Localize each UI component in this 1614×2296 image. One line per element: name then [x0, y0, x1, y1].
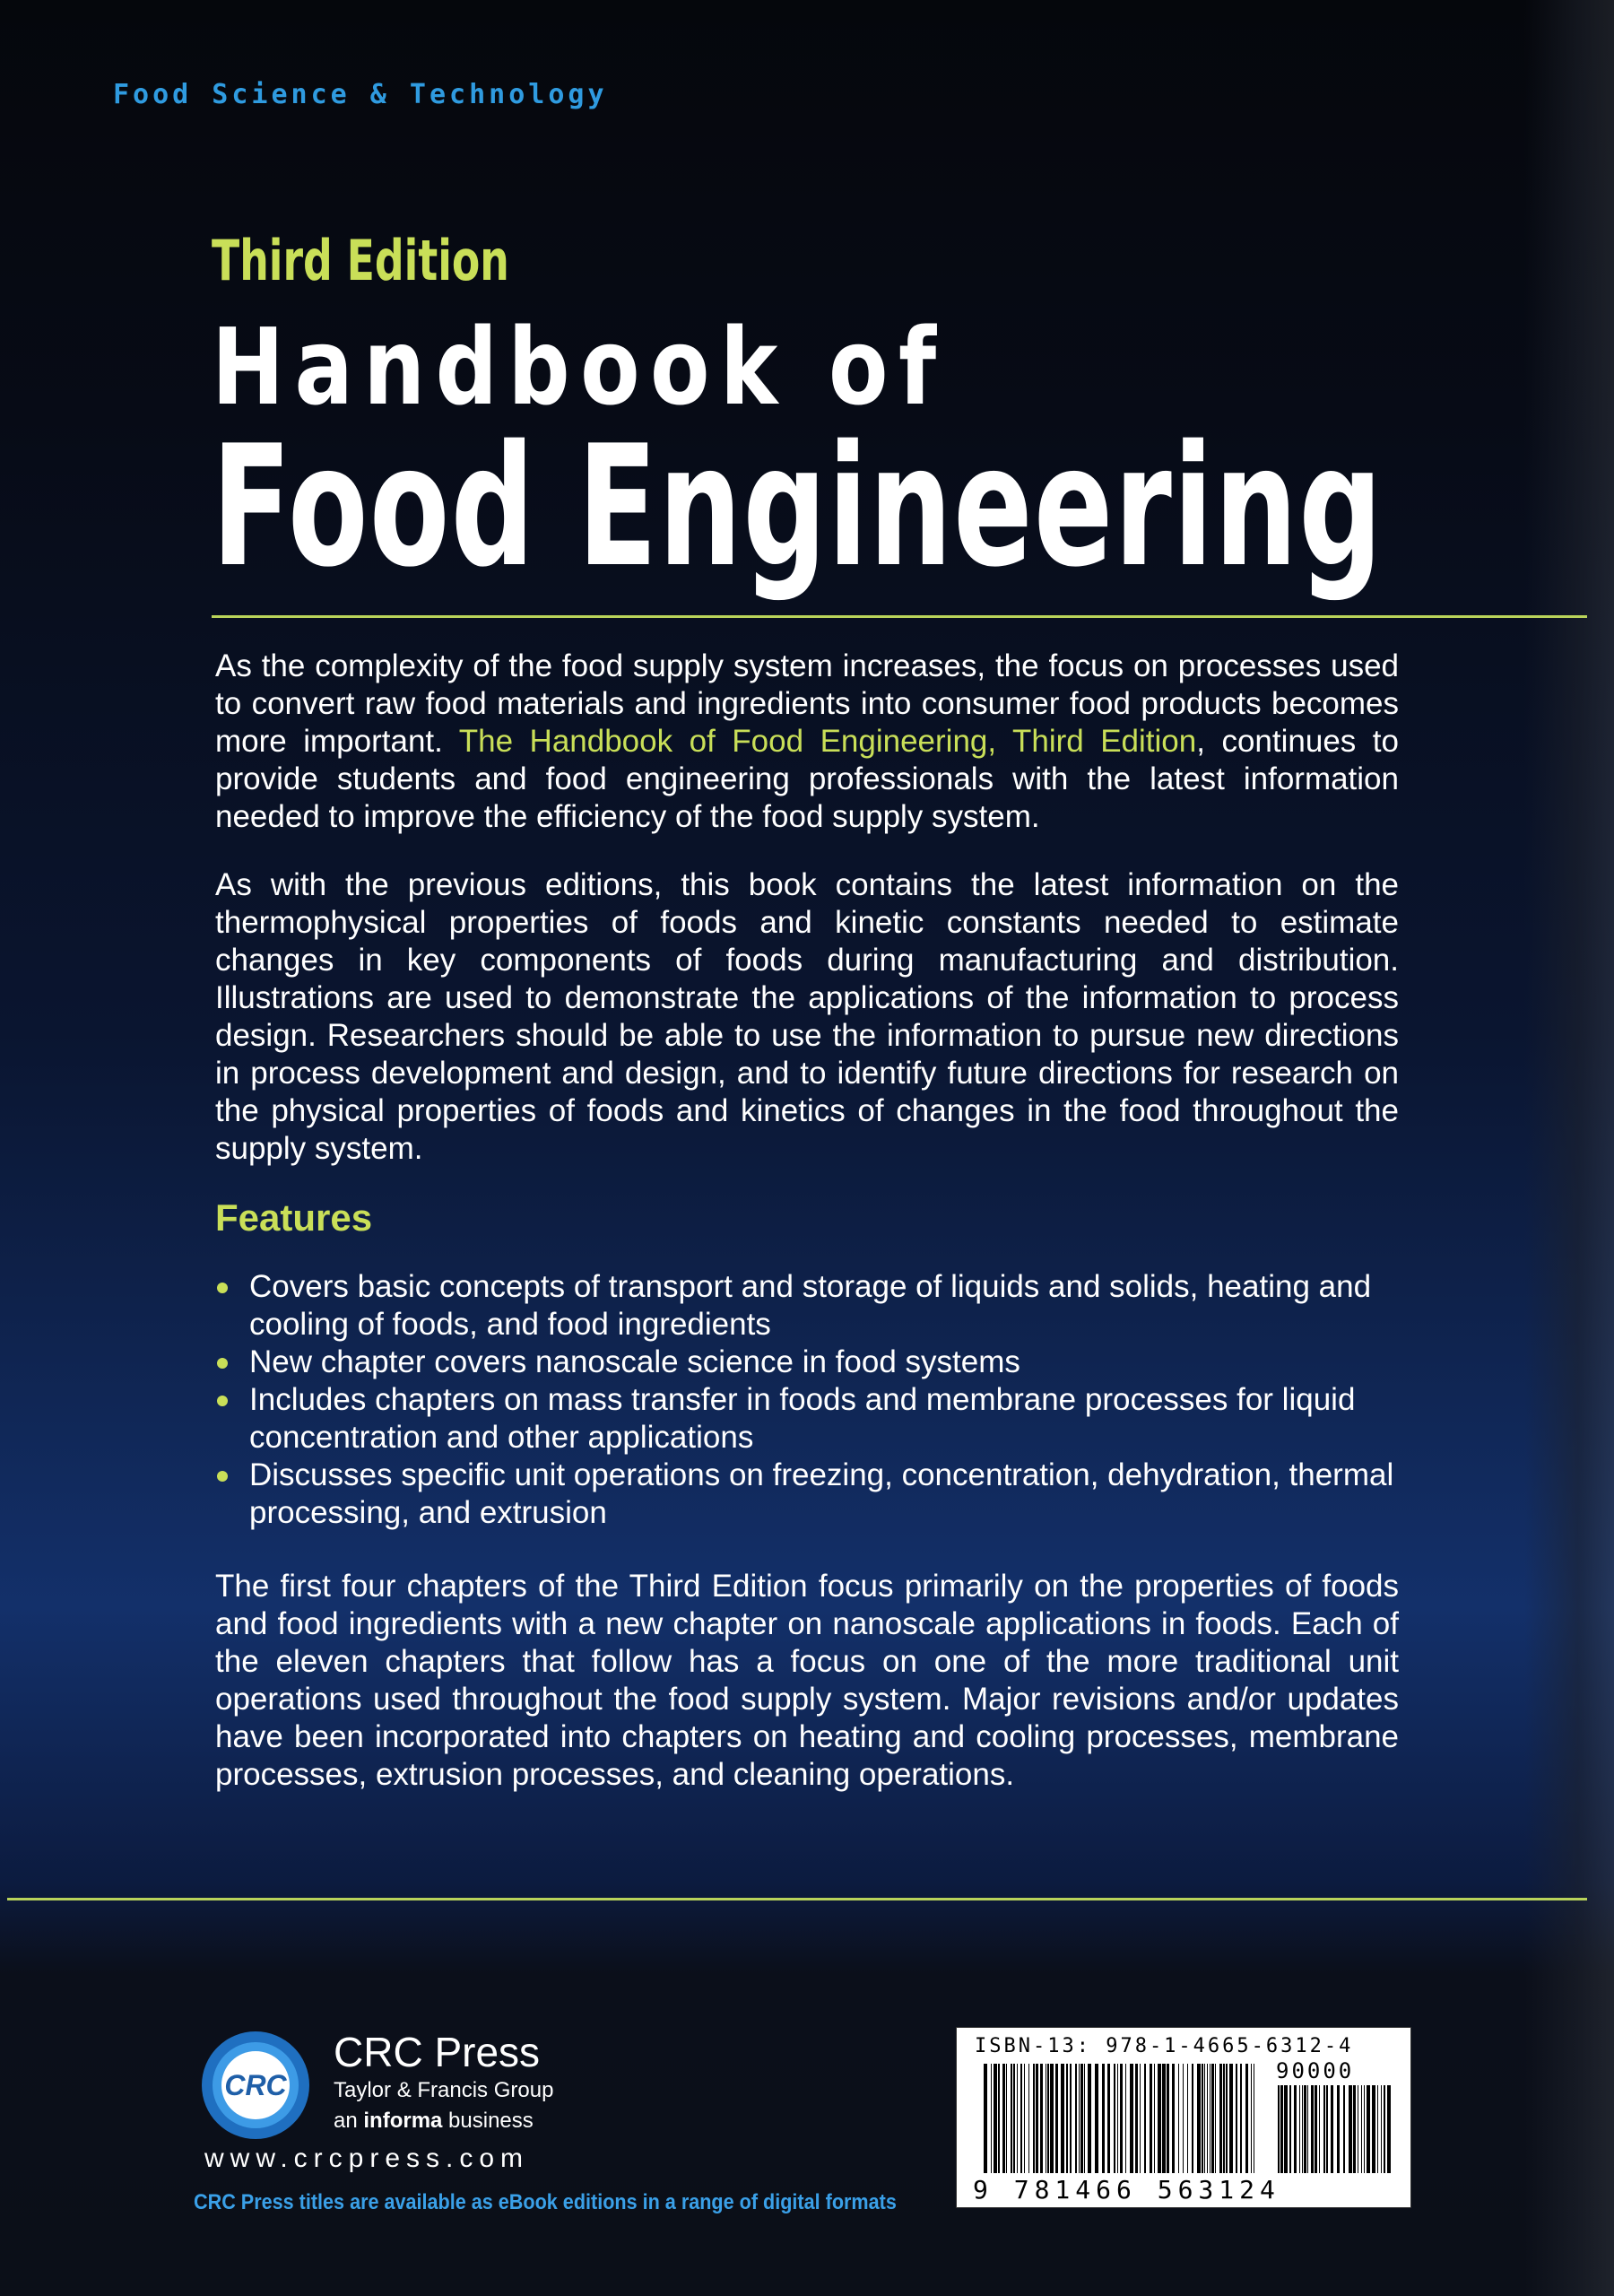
barcode-bar — [1299, 2085, 1300, 2173]
barcode-bar — [1075, 2064, 1077, 2173]
paragraph-1-book-title: The Handbook of Food Engineering, Third Edition — [458, 724, 1197, 759]
barcode-bar — [991, 2064, 992, 2173]
barcode-bar — [1117, 2064, 1118, 2173]
barcode-bar — [1307, 2085, 1308, 2173]
barcode-bar — [1154, 2064, 1155, 2173]
barcode-bar — [1236, 2064, 1237, 2173]
barcode-digits: 9 781466 563124 — [973, 2175, 1280, 2205]
barcode-bar — [1070, 2064, 1072, 2173]
bullet-icon — [217, 1358, 228, 1369]
barcode-bar — [1202, 2064, 1203, 2173]
barcode-bar — [1372, 2085, 1375, 2173]
barcode-bar — [1353, 2085, 1356, 2173]
barcode-bar — [1367, 2085, 1370, 2173]
feature-item — [215, 1381, 1399, 1457]
feature-item — [215, 1268, 1399, 1344]
barcode-bar — [1226, 2064, 1228, 2173]
barcode-bar — [1088, 2064, 1091, 2173]
publisher-name: CRC Press — [334, 2029, 541, 2075]
barcode-main-bars — [984, 2064, 1262, 2173]
barcode-bar — [1197, 2064, 1201, 2173]
crc-logo-icon — [199, 2029, 312, 2142]
barcode-bar — [1387, 2085, 1391, 2173]
barcode-bar — [1211, 2064, 1214, 2173]
edition-label: Third Edition — [212, 228, 509, 293]
barcode-bar — [1135, 2064, 1138, 2173]
barcode-bar — [1294, 2085, 1297, 2173]
barcode-bar — [1240, 2064, 1242, 2173]
barcode-bar — [1361, 2085, 1362, 2173]
barcode-bar — [1349, 2085, 1352, 2173]
barcode-bar — [1066, 2064, 1068, 2173]
barcode-bar — [1055, 2064, 1058, 2173]
feature-item — [215, 1344, 1399, 1381]
barcode-bar — [1028, 2064, 1029, 2173]
barcode-bar — [1095, 2064, 1098, 2173]
barcode-bar — [1311, 2085, 1314, 2173]
barcode-bar — [1107, 2064, 1110, 2173]
barcode-bar — [1245, 2064, 1248, 2173]
paragraph-1-text-start: As the complexity of the food supply system increases, the focus on processes used to convert raw food materials and ingredients into consumer food products becomes more important. — [215, 648, 1399, 759]
barcode-bar — [1223, 2064, 1225, 2173]
barcode-bar — [1020, 2064, 1022, 2173]
description-paragraph-3: The first four chapters of the Third Edition focus primarily on the properties of foods and food ingredients with a new chapter on nanoscale applications in foods. Each of the eleven chapters that follow has a focus on one of the more traditional unit operations used throughout the food supply system. Major revisions and/or updates have been incorporated into chapters on heating and cooling processes, membrane processes, extrusion processes, and cleaning operations. — [215, 1569, 1399, 1792]
barcode-bar — [1229, 2064, 1233, 2173]
barcode-bar — [1326, 2085, 1328, 2173]
tagline-prefix: an — [334, 2109, 364, 2133]
barcode-bar — [1047, 2064, 1049, 2173]
barcode-bar — [1033, 2064, 1035, 2173]
features-heading: Features — [215, 1196, 373, 1239]
barcode-bar — [1125, 2064, 1126, 2173]
barcode-bar — [1331, 2085, 1333, 2173]
isbn-barcode — [956, 2027, 1411, 2208]
barcode-bar — [1144, 2064, 1146, 2173]
crc-logo-text: CRC — [224, 2069, 287, 2101]
isbn-text: ISBN-13: 978-1-4665-6312-4 — [975, 2035, 1354, 2057]
barcode-bar — [1150, 2064, 1152, 2173]
barcode-bar — [1114, 2064, 1115, 2173]
barcode-bar — [1140, 2064, 1141, 2173]
barcode-bar — [1024, 2064, 1025, 2173]
description-paragraph-1 — [215, 648, 1399, 836]
cover-edge-shadow — [1524, 0, 1614, 2296]
description-paragraph-2: As with the previous editions, this book contains the latest information on the thermophysical properties of foods and kinetic constants needed to estimate changes in key components of foods during manufacturing and distribution. Illustrations are used to demonstrate the applications of the information to process design. Researchers should be able to use the information to pursue new directions in process development and design, and to identify future directions for research on the physical properties of foods and kinetics of changes in the food throughout the supply system. — [215, 867, 1399, 1166]
barcode-bar — [1167, 2064, 1169, 2173]
barcode-bar — [1278, 2085, 1280, 2173]
barcode-bar — [1183, 2064, 1184, 2173]
top-divider — [212, 615, 1587, 618]
barcode-bar — [1172, 2064, 1175, 2173]
publisher-url[interactable]: www.crcpress.com — [204, 2144, 530, 2173]
barcode-bar — [1377, 2085, 1378, 2173]
barcode-bar — [1162, 2064, 1166, 2173]
feature-text: Includes chapters on mass transfer in foods and membrane processes for liquid concentration and other applications — [249, 1382, 1356, 1455]
feature-text: Covers basic concepts of transport and storage of liquids and solids, heating and cooling of foods, and food ingredients — [249, 1269, 1372, 1342]
publisher-block — [334, 2029, 553, 2136]
barcode-bar — [1158, 2064, 1161, 2173]
barcode-bar — [1102, 2064, 1105, 2173]
barcode-bar — [1084, 2064, 1085, 2173]
barcode-bar — [1289, 2085, 1291, 2173]
barcode-bar — [1192, 2064, 1193, 2173]
barcode-bar — [994, 2064, 997, 2173]
barcode-bar — [1323, 2085, 1325, 2173]
barcode-bar — [1178, 2064, 1179, 2173]
ebook-note: CRC Press titles are available as eBook editions in a range of digital formats — [194, 2190, 897, 2214]
barcode-bar — [984, 2064, 987, 2173]
tagline-suffix: business — [442, 2109, 534, 2133]
barcode-bar — [1280, 2085, 1283, 2173]
barcode-bar — [1036, 2064, 1038, 2173]
barcode-bar — [1381, 2085, 1382, 2173]
barcode-bar — [1120, 2064, 1123, 2173]
publisher-tagline — [334, 2106, 553, 2136]
book-title-line2: Food Engineering — [212, 409, 1384, 604]
barcode-bar — [1384, 2085, 1385, 2173]
barcode-bar — [1219, 2064, 1222, 2173]
barcode-bar — [1006, 2064, 1007, 2173]
barcode-bar — [1017, 2064, 1018, 2173]
barcode-bar — [1215, 2064, 1216, 2173]
barcode-bar — [1079, 2064, 1080, 2173]
publisher-group: Taylor & Francis Group — [334, 2078, 554, 2102]
barcode-bar — [1187, 2064, 1188, 2173]
series-name: Food Science & Technology — [113, 79, 608, 110]
barcode-bar — [1343, 2085, 1345, 2173]
barcode-bar — [1337, 2085, 1340, 2173]
barcode-bar — [1080, 2064, 1083, 2173]
bullet-icon — [217, 1396, 228, 1406]
barcode-bar — [1304, 2085, 1306, 2173]
tagline-informa: informa — [363, 2109, 443, 2133]
feature-text: Discusses specific unit operations on freezing, concentration, dehydration, thermal processing, and extrusion — [249, 1457, 1394, 1530]
barcode-bar — [998, 2064, 1000, 2173]
barcode-bar — [1319, 2085, 1320, 2173]
bullet-icon — [217, 1471, 228, 1482]
barcode-bar — [1040, 2064, 1043, 2173]
book-title-line1: Handbook of — [212, 305, 947, 429]
barcode-bar — [1011, 2064, 1012, 2173]
bottom-divider — [7, 1898, 1587, 1900]
paragraph-1-text-end: , continues to provide students and food engineering professionals with the latest information needed to improve the efficiency of the food supply system. — [215, 724, 1399, 834]
feature-text: New chapter covers nanoscale science in food systems — [249, 1344, 1020, 1379]
barcode-bar — [1061, 2064, 1064, 2173]
features-list — [215, 1268, 1399, 1532]
price-code: 90000 — [1276, 2058, 1355, 2083]
barcode-bar — [1002, 2064, 1005, 2173]
barcode-addon-bars — [1278, 2085, 1394, 2173]
barcode-bar — [1013, 2064, 1015, 2173]
barcode-bar — [1284, 2085, 1288, 2173]
barcode-bar — [1207, 2064, 1208, 2173]
barcode-bar — [1364, 2085, 1365, 2173]
barcode-bar — [1315, 2085, 1317, 2173]
feature-item — [215, 1457, 1399, 1532]
barcode-bar — [1204, 2064, 1205, 2173]
bullet-icon — [217, 1283, 228, 1293]
barcode-bar — [1302, 2085, 1303, 2173]
barcode-bar — [1130, 2064, 1133, 2173]
barcode-bar — [1050, 2064, 1054, 2173]
barcode-bar — [1251, 2064, 1252, 2173]
